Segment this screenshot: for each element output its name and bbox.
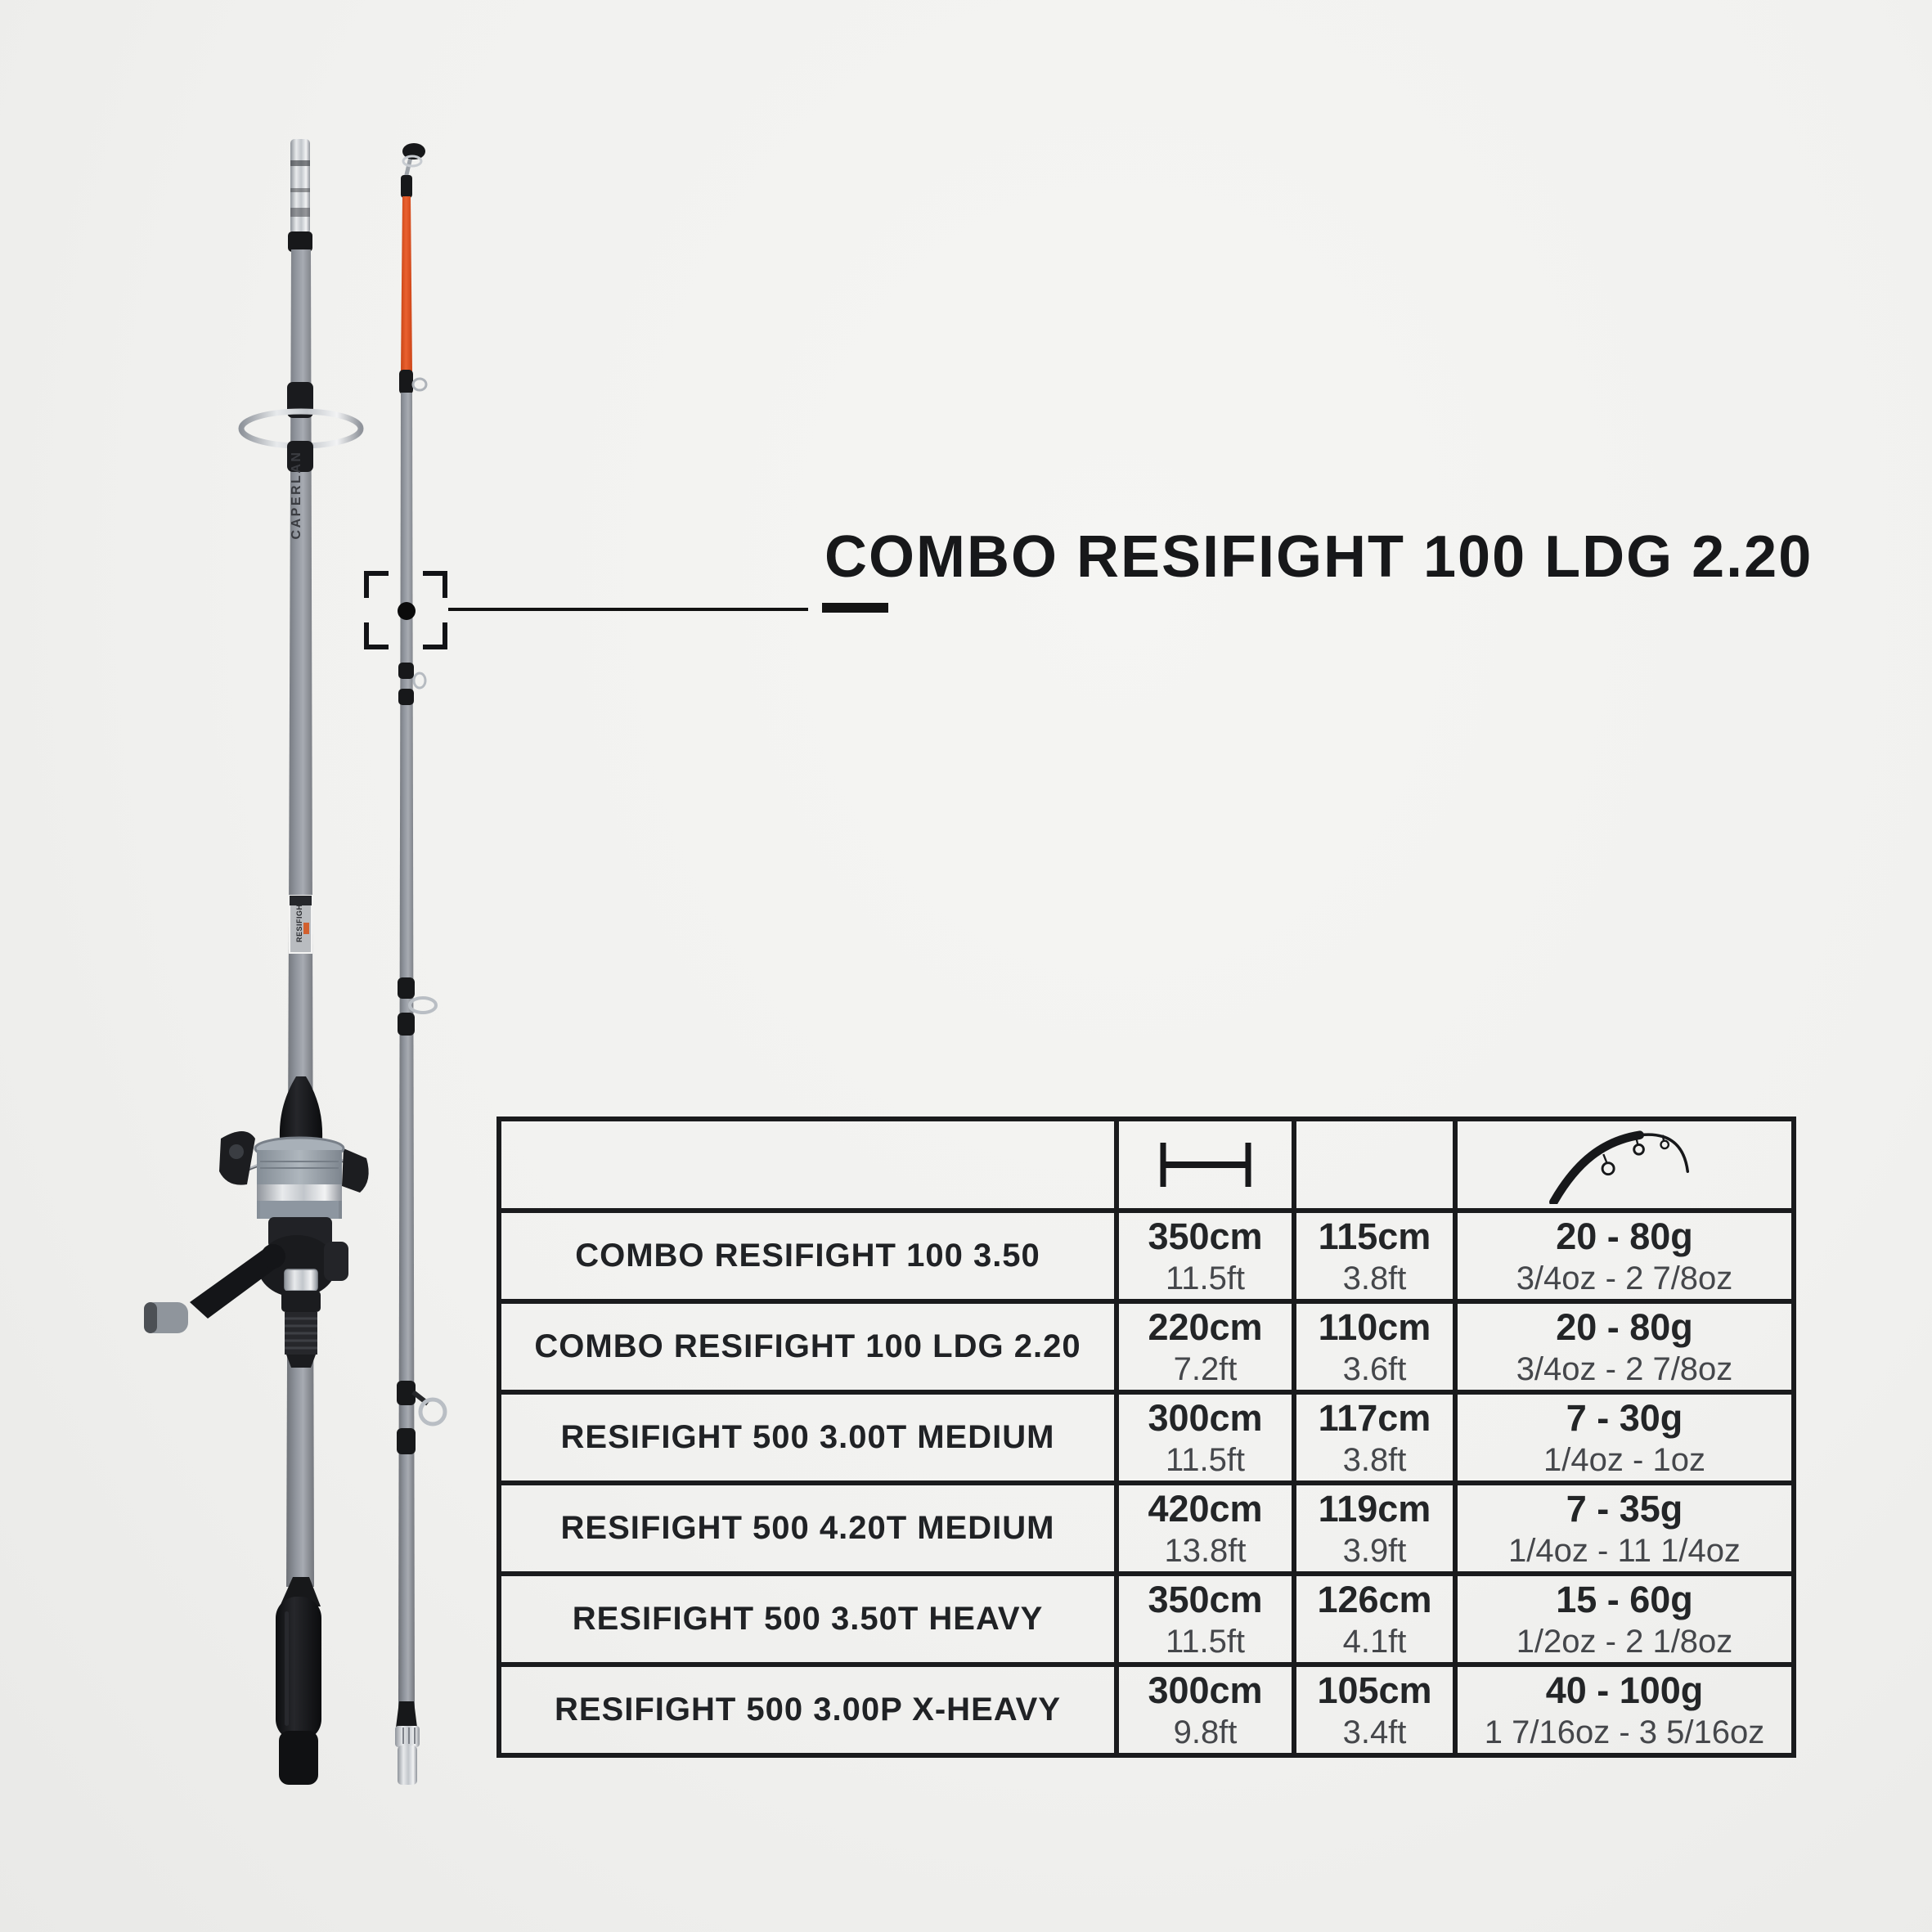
main-rod xyxy=(241,139,361,1587)
model-name: RESIFIGHT 500 3.00P X-HEAVY xyxy=(554,1692,1062,1728)
spinning-reel xyxy=(144,1131,369,1368)
header-spacer xyxy=(499,1119,1117,1211)
header-handle xyxy=(1294,1119,1455,1211)
length-icon xyxy=(1157,1139,1255,1190)
header-casting-weight xyxy=(1455,1119,1794,1211)
cell-length: 350cm 11.5ft xyxy=(1117,1574,1294,1665)
cell-casting-weight: 7 - 30g 1/4oz - 1oz xyxy=(1455,1392,1794,1483)
cell-length: 220cm 7.2ft xyxy=(1117,1301,1294,1392)
svg-text:RESIFIGHT: RESIFIGHT xyxy=(295,899,303,942)
table-row xyxy=(499,1665,1794,1755)
cell-casting-weight: 40 - 100g 1 7/16oz - 3 5/16oz xyxy=(1455,1665,1794,1755)
table-row xyxy=(499,1301,1794,1392)
cell-handle-length: 117cm 3.8ft xyxy=(1294,1392,1455,1483)
cell-handle-length: 115cm 3.8ft xyxy=(1294,1211,1455,1301)
table-row xyxy=(499,1483,1794,1574)
rod-ferrule-chrome xyxy=(395,1726,420,1747)
spec-table xyxy=(496,1117,1796,1758)
cell-handle-length: 126cm 4.1ft xyxy=(1294,1574,1455,1665)
casting-weight-icon xyxy=(1547,1126,1702,1204)
model-name: RESIFIGHT 500 3.50T HEAVY xyxy=(572,1601,1044,1637)
reel-bail-arm-right xyxy=(342,1148,369,1193)
cell-casting-weight: 7 - 35g 1/4oz - 11 1/4oz xyxy=(1455,1483,1794,1574)
rod-brand-text: CAPERLAN xyxy=(290,450,303,540)
callout-line xyxy=(448,608,808,611)
cell-handle-length: 119cm 3.9ft xyxy=(1294,1483,1455,1574)
table-row xyxy=(499,1392,1794,1483)
product-title: COMBO RESIFIGHT 100 LDG 2.20 xyxy=(824,524,1813,590)
cell-length: 350cm 11.5ft xyxy=(1117,1211,1294,1301)
model-name: RESIFIGHT 500 3.00T MEDIUM xyxy=(560,1419,1055,1455)
rod-eva-grip xyxy=(276,1577,321,1785)
cell-length: 420cm 13.8ft xyxy=(1117,1483,1294,1574)
model-name: COMBO RESIFIGHT 100 LDG 2.20 xyxy=(534,1328,1081,1364)
cell-casting-weight: 15 - 60g 1/2oz - 2 1/8oz xyxy=(1455,1574,1794,1665)
cell-handle-length: 105cm 3.4ft xyxy=(1294,1665,1455,1755)
cell-casting-weight: 20 - 80g 3/4oz - 2 7/8oz xyxy=(1455,1301,1794,1392)
crosshair-dot xyxy=(398,602,416,620)
cell-handle-length: 110cm 3.6ft xyxy=(1294,1301,1455,1392)
header-length xyxy=(1117,1119,1294,1211)
model-name: COMBO RESIFIGHT 100 3.50 xyxy=(575,1238,1040,1274)
table-row xyxy=(499,1211,1794,1301)
table-header-row xyxy=(499,1119,1794,1211)
rod-tip-chrome xyxy=(290,139,310,234)
title-underline xyxy=(822,603,888,613)
cell-casting-weight: 20 - 80g 3/4oz - 2 7/8oz xyxy=(1455,1211,1794,1301)
model-name: RESIFIGHT 500 4.20T MEDIUM xyxy=(560,1510,1055,1546)
cell-length: 300cm 9.8ft xyxy=(1117,1665,1294,1755)
table-row xyxy=(499,1574,1794,1665)
rod-sticker-label xyxy=(290,896,312,953)
cell-length: 300cm 11.5ft xyxy=(1117,1392,1294,1483)
second-rod-section xyxy=(395,143,445,1785)
rod-orange-tip xyxy=(401,196,412,373)
